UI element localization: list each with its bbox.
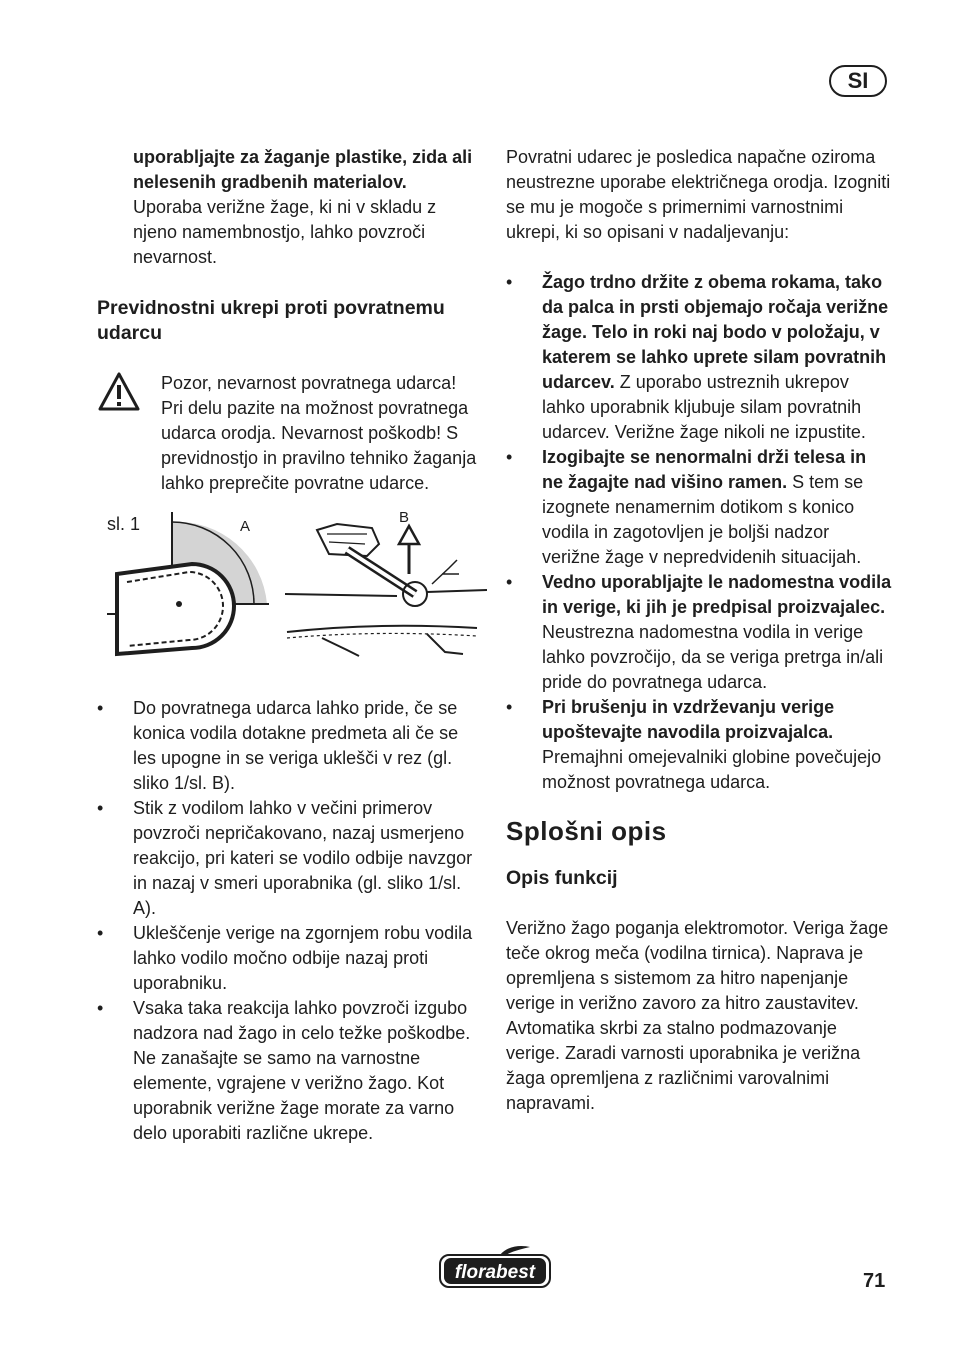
right-column bbox=[506, 145, 892, 1116]
function-description: Verižno žago poganja elektromotor. Veriga žage teče okrog meča (vodilna tirnica). Naprava je opremljena s sistemom za hitro napenjanje verige in verižno zavoro za hitro zaustavitev. Avtomatika skrbi za stalno podmazovanje verige. Zaradi varnosti uporabnika je verižna žaga opremljena z različnimi varovalnimi napravami. bbox=[506, 918, 889, 1113]
list-item: • Vsaka taka reakcija lahko povzroči izgubo nadzora nad žago in celo težke poškodbe. Ne zanašajte se samo na varnostne elemente, vgrajene v verižno žago. Kot uporabnik verižne žage morate za varno delo uporabiti različne ukrepe. bbox=[97, 998, 471, 1143]
logo-text: florabest bbox=[454, 1262, 536, 1283]
list-item: • Vedno uporabljajte le nadomestna vodila in verige, ki jih je predpisal proizvajalec. Neustrezna nadomestna vodila in verige lahko povzročijo, da se veriga pretrga in/ali pride do povratnega udarca. bbox=[506, 572, 892, 692]
kickback-heading: Previdnostni ukrepi proti povratnemu udarcu bbox=[97, 297, 445, 344]
list-item: • Ukleščenje verige na zgornjem robu vodila lahko vodilo močno odbije nazaj proti uporabniku. bbox=[97, 923, 473, 993]
figure-marker-a: A bbox=[240, 518, 251, 535]
list-item: • Izogibajte se nenormalni drži telesa in ne žagajte nad višino ramen. S tem se izognete nenamernim dotikom s konico vodila in zagotovljen je boljši nadzor verižne žage v nepredvidenih situacijah. bbox=[506, 447, 867, 567]
left-column bbox=[97, 145, 482, 1146]
kickback-illustration bbox=[97, 504, 487, 674]
section-title: Splošni opis bbox=[506, 816, 667, 846]
list-item: • Stik z vodilom lahko v večini primerov povzroči nepričakovano, nazaj usmerjeno reakcijo, pri kateri se vodilo odbije navzgor in nazaj v smeri uporabnika (gl. sliko 1/sl. A). bbox=[97, 798, 473, 918]
figure-marker-b: B bbox=[399, 509, 410, 526]
figure-label: sl. 1 bbox=[107, 514, 141, 534]
kickback-figure bbox=[97, 504, 482, 684]
intro-block bbox=[97, 145, 482, 270]
subsection-title: Opis funkcij bbox=[506, 867, 618, 889]
page-number: 71 bbox=[863, 1270, 886, 1292]
warning-text: Pozor, nevarnost povratnega udarca! Pri delu pazite na možnost povratnega udarca orodja. Nevarnost poškodb! S previdnostjo in pravilno tehniko žaganja lahko preprečite povratne udarce. bbox=[161, 373, 477, 493]
list-item: • Pri brušenju in vzdrževanju verige upoštevajte navodila proizvajalca. Premajhni omejevalniki globine povečujejo možnost povratnega udarca. bbox=[506, 697, 882, 792]
list-item: • Žago trdno držite z obema rokama, tako da palca in prsti objemajo ročaja verižne žage. Telo in roki naj bodo v položaju, v katerem se lahko uprete silam povratnih udarcev. Z uporabo ustreznih ukrepov lahko uporabnik kljubuje silam povratnih udarcev. Verižne žage nikoli ne izpustite. bbox=[506, 272, 889, 442]
intro-text: Uporaba verižne žage, ki ni v skladu z njeno namembnostjo, lahko povzroči nevarnost. bbox=[133, 197, 437, 267]
warning-block bbox=[97, 371, 482, 496]
language-badge: SI bbox=[829, 65, 887, 97]
list-item: • Do povratnega udarca lahko pride, če se konica vodila dotakne predmeta ali če se les upogne in se veriga uklešči v rez (gl. sliko 1/sl. B). bbox=[97, 698, 459, 793]
right-bullet-list bbox=[506, 270, 892, 795]
kickback-intro: Povratni udarec je posledica napačne oziroma neustrezne uporabe električnega orodja. Izogniti se mu je mogoče s primernimi varnostnimi ukrepi, ki so opisani v nadaljevanju: bbox=[506, 147, 891, 242]
warning-triangle-icon bbox=[97, 371, 141, 413]
intro-bold: uporabljajte za žaganje plastike, zida ali nelesenih gradbenih materialov. bbox=[133, 147, 473, 192]
florabest-logo bbox=[438, 1243, 552, 1289]
left-bullet-list bbox=[97, 696, 482, 1146]
